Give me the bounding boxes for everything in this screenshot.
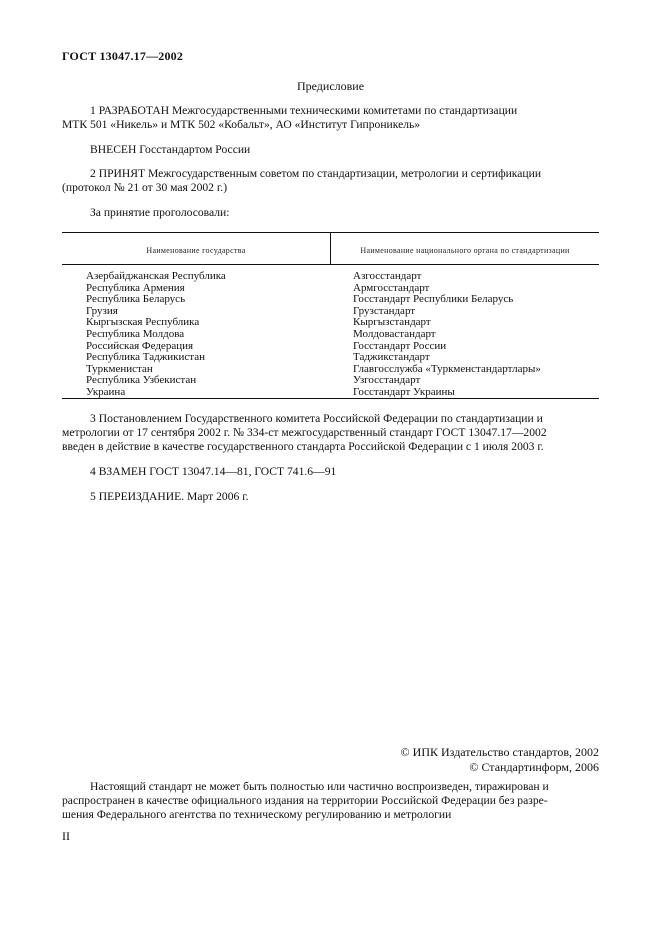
table-row-country: Республика Беларусь [86, 293, 186, 306]
table-row-body: Грузстандарт [353, 304, 416, 317]
copyright-block [401, 745, 599, 775]
table-row-body: Молдовастандарт [353, 327, 436, 340]
reproduction-notice-line-3: шения Федерального агентства по техническому регулированию и метрологии [62, 808, 452, 821]
table-row-country: Азербайджанская Республика [86, 270, 226, 282]
table-row-country: Республика Таджикистан [86, 351, 205, 364]
table-row-country: Республика Молдова [86, 327, 185, 340]
table-row-country: Украина [86, 385, 126, 398]
table-row-country: Республика Армения [86, 281, 185, 294]
table-row-country: Кыргызская Республика [86, 316, 200, 329]
table-row-body: Азгосстандарт [353, 270, 422, 282]
table-header-row [62, 233, 599, 265]
document-header: ГОСТ 13047.17—2002 [62, 49, 184, 63]
paragraph-introduced: ВНЕСЕН Госстандартом России [90, 143, 251, 156]
paragraph-replaces: 4 ВЗАМЕН ГОСТ 13047.14—81, ГОСТ 741.6—91 [90, 465, 337, 478]
table-row-country: Грузия [86, 304, 118, 317]
table-header-country: Наименование государства [146, 246, 246, 255]
paragraph-enacted [62, 412, 599, 454]
paragraph-developed [62, 104, 599, 132]
table-row-body: Узгосстандарт [353, 374, 421, 387]
table-row-body: Главгосслужба «Туркменстандартлары» [353, 362, 541, 375]
paragraph-developed-line-2: МТК 501 «Никель» и МТК 502 «Кобальт», АО «Институт Гипроникель» [62, 118, 421, 131]
table-header-body: Наименование национального органа по стандартизации [360, 246, 570, 255]
table-row-body: Кыргызстандарт [353, 316, 431, 329]
table-row-country: Республика Узбекистан [86, 374, 197, 387]
paragraph-adopted [62, 167, 599, 195]
standards-body-list [353, 271, 541, 399]
table-row-body: Госстандарт Украины [353, 385, 455, 398]
table-row-body: Армгосстандарт [353, 281, 430, 294]
paragraph-enacted-line-3: введен в действие в качестве государственного стандарта Российской Федерации с 1 июля 2003 г. [62, 440, 544, 453]
copyright-line-1: © ИПК Издательство стандартов, 2002 [400, 745, 599, 759]
copyright-line-2: © Стандартинформ, 2006 [469, 760, 599, 774]
table-row-body: Таджикстандарт [353, 351, 430, 364]
paragraph-adopted-line-1: 2 ПРИНЯТ Межгосударственным советом по стандартизации, метрологии и сертификации [90, 167, 542, 180]
reproduction-notice-line-1: Настоящий стандарт не может быть полностью или частично воспроизведен, тиражирован и [90, 780, 549, 793]
paragraph-enacted-line-2: метрологии от 17 сентября 2002 г. № 334-ст межгосударственный стандарт ГОСТ 13047.17—2002 [62, 426, 547, 439]
page-number: II [62, 829, 70, 843]
paragraph-adopted-line-2: (протокол № 21 от 30 мая 2002 г.) [62, 181, 228, 194]
country-list [86, 271, 226, 399]
paragraph-enacted-line-1: 3 Постановлением Государственного комитета Российской Федерации по стандартизации и [90, 412, 543, 425]
reproduction-notice [62, 780, 599, 822]
table-row-body: Госстандарт России [353, 339, 447, 352]
page-title: Предисловие [296, 79, 365, 93]
paragraph-voted: За принятие проголосовали: [90, 206, 230, 219]
reproduction-notice-line-2: распространен в качестве официального издания на территории Российской Федерации без разре- [62, 794, 548, 807]
voting-table [62, 232, 599, 399]
paragraph-developed-line-1: 1 РАЗРАБОТАН Межгосударственными техническими комитетами по стандартизации [90, 104, 518, 117]
table-row-country: Российская Федерация [86, 339, 194, 352]
table-row-country: Туркменистан [86, 362, 153, 375]
table-row-body: Госстандарт Республики Беларусь [353, 293, 514, 306]
paragraph-reissue: 5 ПЕРЕИЗДАНИЕ. Март 2006 г. [90, 490, 249, 503]
